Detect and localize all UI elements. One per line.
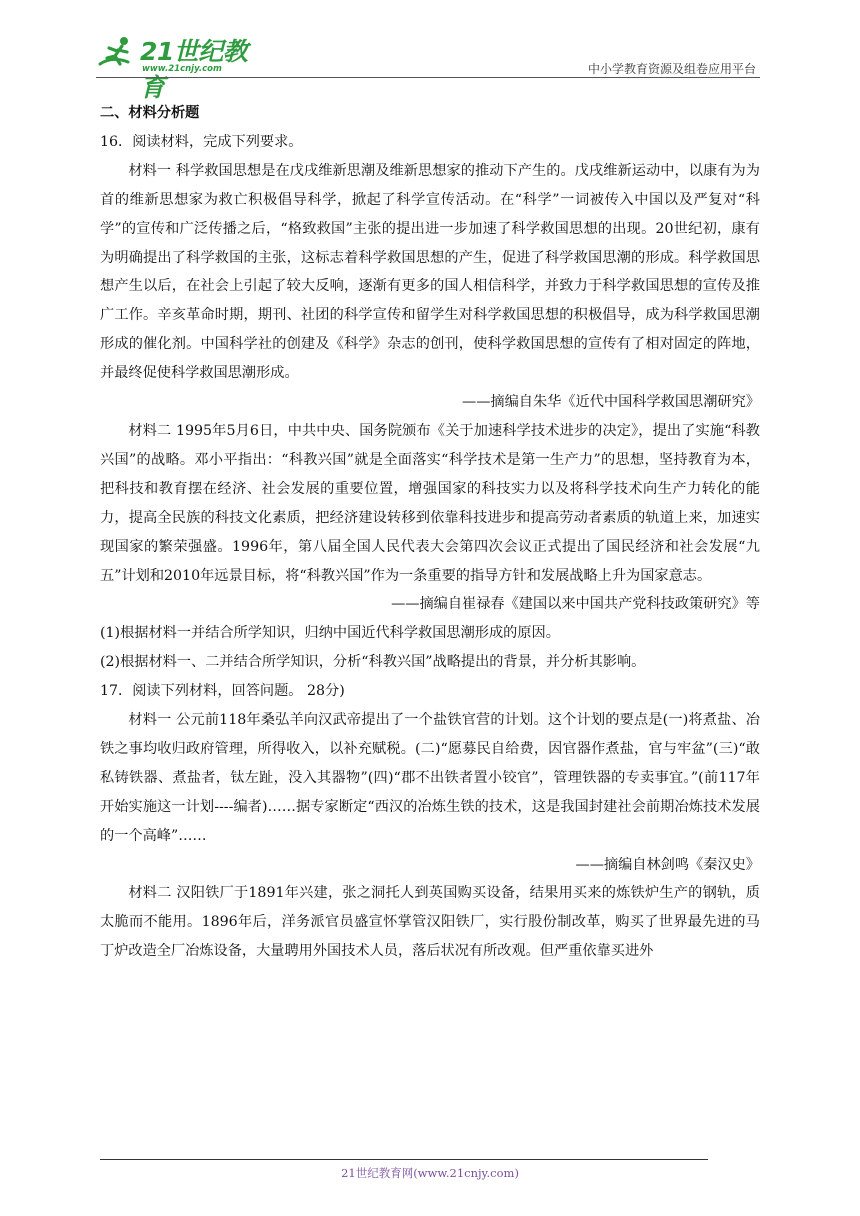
page-header [96, 30, 758, 102]
question-17-prompt: 17．阅读下列材料，回答问题。 28分) [100, 683, 345, 700]
footer-divider [100, 1159, 708, 1160]
q16-subquestion-2: (2)根据材料一、二并结合所学知识，分析“科教兴国”战略提出的背景，并分析其影响。 [100, 654, 646, 671]
runner-logo-icon [98, 34, 138, 74]
q17-material-1: 材料一 公元前118年桑弘羊向汉武帝提出了一个盐铁官营的计划。这个计划的要点是(一)将煮盐、冶铁之事均收归政府管理，所得收入，以补充赋税。(二)“愿募民自给费，因官器作煮盐，官与牢盆”(三)“敢私铸铁器、煮盐者，钛左趾，没入其器物”(四)“郡不出铁者置小铰官”，管理铁器的专卖事宜。”(前117年开始实施这一计划----编者)……据专家断定“西汉的冶炼生铁的技术，这是我国封建社会前期冶炼技术发展的一个高峰”…… [100, 712, 760, 844]
q16-material-2: 材料二 1995年5月6日，中共中央、国务院颁布《关于加速科学技术进步的决定》，提出了实施“科教兴国”的战略。邓小平指出：“科教兴国”就是全面落实“科学技术是第一生产力”的思想，坚持教育为本，把科技和教育摆在经济、社会发展的重要位置，增强国家的科技实力以及将科学技术向生产力转化的能力，提高全民族的科技文化素质，把经济建设转移到依靠科技进步和提高劳动者素质的轨道上来，加速实现国家的繁荣强盛。1996年，第八届全国人民代表大会第四次会议正式提出了国民经济和社会发展“九五”计划和2010年远景目标，将“科教兴国”作为一条重要的指导方针和发展战略上升为国家意志。 [100, 422, 760, 584]
q16-subquestion-1: (1)根据材料一并结合所学知识，归纳中国近代科学救国思潮形成的原因。 [100, 625, 560, 642]
header-divider [96, 77, 760, 78]
q16-source-2: ——摘编自崔禄春《建国以来中国共产党科技政策研究》等 [391, 596, 760, 613]
section-title: 二、材料分析题 [100, 105, 200, 121]
document-body [100, 99, 760, 966]
site-logo[interactable] [96, 30, 266, 102]
q16-material-1: 材料一 科学救国思想是在戊戌维新思潮及维新思想家的推动下产生的。戊戌维新运动中，以康有为为首的维新思想家为救亡积极倡导科学，掀起了科学宣传活动。在“科学”一词被传入中国以及严复对“科学”的宣传和广泛传播之后，“格致救国”主张的提出进一步加速了科学救国思想的出现。20世纪初，康有为明确提出了科学救国的主张，这标志着科学救国思想的产生，促进了科学救国思潮的形成。科学救国思想产生以后，在社会上引起了较大反响，逐渐有更多的国人相信科学，并致力于科学救国思想的宣传及推广工作。辛亥革命时期，期刊、社团的科学宣传和留学生对科学救国思想的积极倡导，成为科学救国思潮形成的催化剂。中国科学社的创建及《科学》杂志的创刊，使科学救国思想的宣传有了相对固定的阵地，并最终促使科学救国思潮形成。 [100, 162, 760, 382]
q16-source-1: ——摘编自朱华《近代中国科学救国思潮研究》 [462, 394, 760, 411]
q17-source-1: ——摘编自林剑鸣《秦汉史》 [575, 856, 760, 873]
question-16-prompt: 16．阅读材料，完成下列要求。 [100, 133, 303, 150]
q17-material-2: 材料二 汉阳铁厂于1891年兴建，张之洞托人到英国购买设备，结果用买来的炼铁炉生产的钢轨，质太脆而不能用。1896年后，洋务派官员盛宣怀掌管汉阳铁厂，实行股份制改革，购买了世界最先进的马丁炉改造全厂冶炼设备，大量聘用外国技术人员，落后状况有所改观。但严重依靠买进外 [100, 885, 760, 960]
footer-link[interactable]: 21世纪教育网(www.21cnjy.com) [341, 1166, 519, 1180]
platform-name: 中小学教育资源及组卷应用平台 [587, 62, 756, 76]
logo-url: www.21cnjy.com [142, 64, 222, 74]
logo-text: 21世纪教育 [140, 37, 248, 102]
